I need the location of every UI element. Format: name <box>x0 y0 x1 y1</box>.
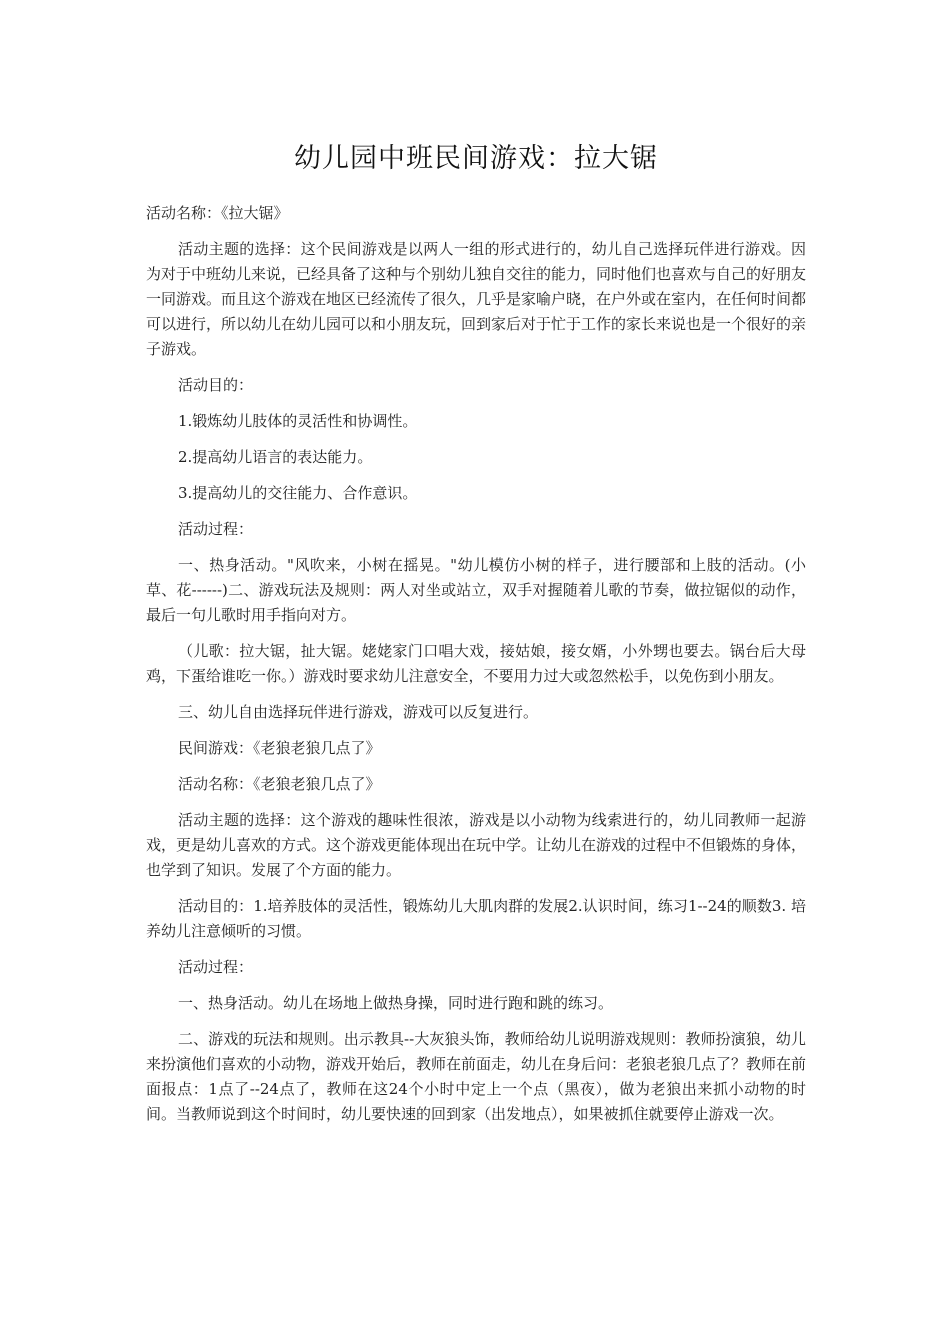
paragraph: （儿歌：拉大锯，扯大锯。姥姥家门口唱大戏，接姑娘，接女婿，小外甥也要去。锅台后大母鸡，下蛋给谁吃一你。）游戏时要求幼儿注意安全，不要用力过大或忽然松手，以免伤到小朋友。 <box>146 642 806 685</box>
paragraph: 活动目的：1.培养肢体的灵活性，锻炼幼儿大肌肉群的发展2.认识时间，练习1--24的顺数3. 培养幼儿注意倾听的习惯。 <box>146 897 806 940</box>
paragraph: 活动过程： <box>178 520 254 538</box>
paragraph: 活动名称：《老狼老狼几点了》 <box>178 775 381 793</box>
paragraph: 活动名称：《拉大锯》 <box>146 204 289 222</box>
document-title: 幼儿园中班民间游戏：拉大锯 <box>294 143 658 174</box>
paragraph: 活动目的： <box>178 376 254 394</box>
paragraph: 一、热身活动。"风吹来，小树在摇晃。"幼儿模仿小树的样子，进行腰部和上肢的活动。(小草、花------)二、游戏玩法及规则：两人对坐或站立，双手对握随着儿歌的节奏，做拉锯似的动作，最后一句儿歌时用手指向对方。 <box>146 556 806 624</box>
paragraph: 活动过程： <box>178 958 254 976</box>
paragraph: 3.提高幼儿的交往能力、合作意识。 <box>178 484 418 502</box>
paragraph: 二、游戏的玩法和规则。出示教具--大灰狼头饰，教师给幼儿说明游戏规则：教师扮演狼，幼儿来扮演他们喜欢的小动物，游戏开始后，教师在前面走，幼儿在身后问：老狼老狼几点了？教师在前面报点：1点了--24点了，教师在这24个小时中定上一个点（黑夜），做为老狼出来抓小动物的时间。当教师说到这个时间时，幼儿要快速的回到家（出发地点），如果被抓住就要停止游戏一次。 <box>146 1030 807 1123</box>
paragraph: 三、幼儿自由选择玩伴进行游戏，游戏可以反复进行。 <box>178 703 539 721</box>
paragraph: 2.提高幼儿语言的表达能力。 <box>178 448 373 466</box>
document-body <box>146 201 806 1127</box>
paragraph: 民间游戏：《老狼老狼几点了》 <box>178 739 381 757</box>
document-page <box>146 128 806 1138</box>
paragraph: 活动主题的选择：这个游戏的趣味性很浓，游戏是以小动物为线索进行的，幼儿同教师一起游戏，更是幼儿喜欢的方式。这个游戏更能体现出在玩中学。让幼儿在游戏的过程中不但锻炼的身体，也学到了知识。发展了个方面的能力。 <box>146 811 807 879</box>
paragraph: 活动主题的选择：这个民间游戏是以两人一组的形式进行的，幼儿自己选择玩伴进行游戏。因为对于中班幼儿来说，已经具备了这种与个别幼儿独自交往的能力，同时他们也喜欢与自己的好朋友一同游戏。而且这个游戏在地区已经流传了很久，几乎是家喻户晓，在户外或在室内，在任何时间都可以进行，所以幼儿在幼儿园可以和小朋友玩，回到家后对于忙于工作的家长来说也是一个很好的亲子游戏。 <box>146 240 807 358</box>
paragraph: 1.锻炼幼儿肢体的灵活性和协调性。 <box>178 412 418 430</box>
paragraph: 一、热身活动。幼儿在场地上做热身操，同时进行跑和跳的练习。 <box>178 994 614 1012</box>
